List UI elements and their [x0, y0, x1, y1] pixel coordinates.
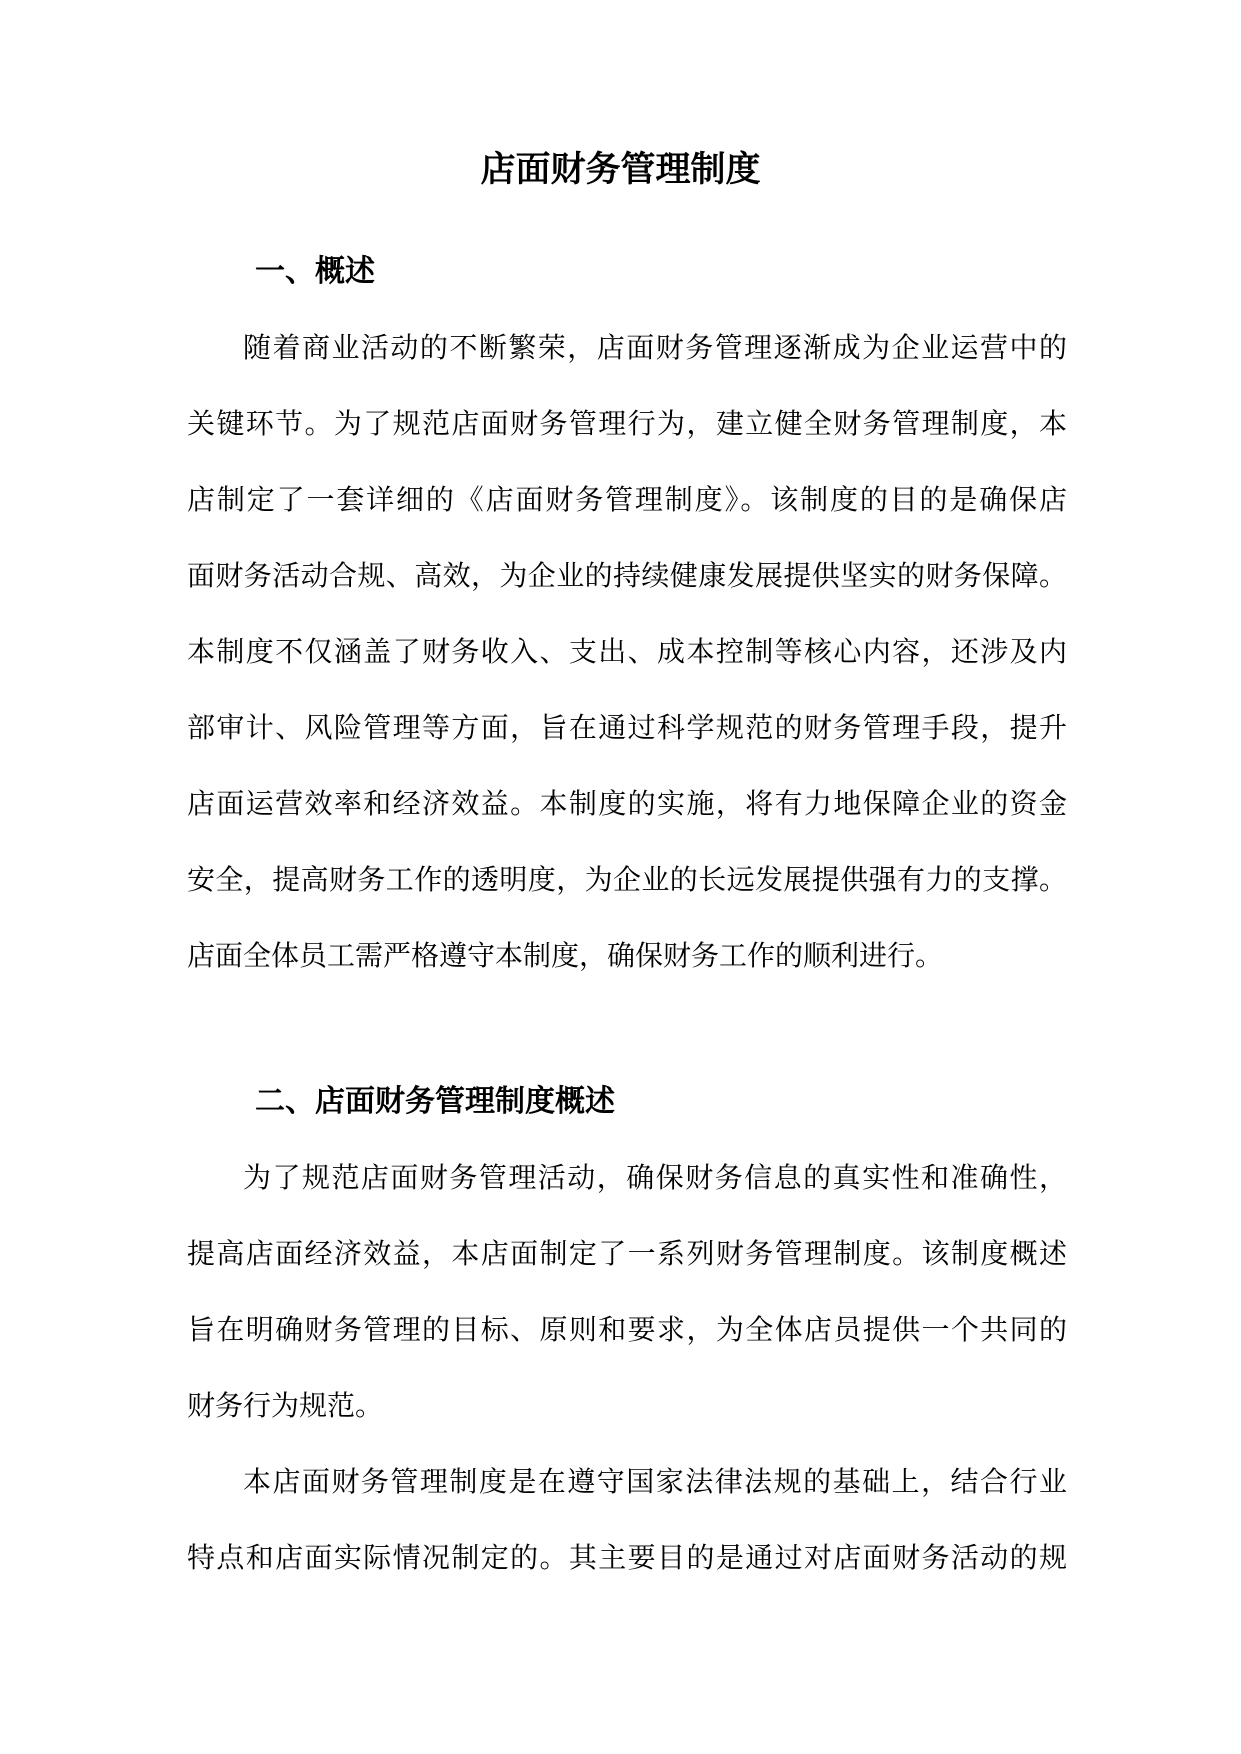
text-line: 旨在明确财务管理的目标、原则和要求，为全体店员提供一个共同的 [187, 1313, 1067, 1346]
text-line: 财务行为规范。 [187, 1389, 384, 1422]
text-line: 关键环节。为了规范店面财务管理行为，建立健全财务管理制度，本 [187, 407, 1067, 440]
section-heading-overview: 一、概述 [255, 254, 375, 289]
paragraph-system-overview-1 [187, 1140, 1067, 1444]
section-heading-system-overview: 二、店面财务管理制度概述 [255, 1084, 615, 1119]
text-line: 特点和店面实际情况制定的。其主要目的是通过对店面财务活动的规 [187, 1541, 1067, 1574]
text-line: 随着商业活动的不断繁荣，店面财务管理逐渐成为企业运营中的 [243, 331, 1067, 364]
text-line: 为了规范店面财务管理活动，确保财务信息的真实性和准确性， [243, 1161, 1067, 1194]
paragraph-overview [187, 310, 1067, 994]
text-line: 店面运营效率和经济效益。本制度的实施，将有力地保障企业的资金 [187, 787, 1067, 820]
text-line: 店面全体员工需严格遵守本制度，确保财务工作的顺利进行。 [187, 939, 944, 972]
text-line: 安全，提高财务工作的透明度，为企业的长远发展提供强有力的支撑。 [187, 863, 1067, 896]
text-line: 提高店面经济效益，本店面制定了一系列财务管理制度。该制度概述 [187, 1237, 1067, 1270]
text-line: 面财务活动合规、高效，为企业的持续健康发展提供坚实的财务保障。 [187, 559, 1067, 592]
text-line: 部审计、风险管理等方面，旨在通过科学规范的财务管理手段，提升 [187, 711, 1067, 744]
text-line: 本店面财务管理制度是在遵守国家法律法规的基础上，结合行业 [243, 1465, 1067, 1498]
text-line: 本制度不仅涵盖了财务收入、支出、成本控制等核心内容，还涉及内 [187, 635, 1067, 668]
document-title: 店面财务管理制度 [480, 150, 761, 190]
text-line: 店制定了一套详细的《店面财务管理制度》。该制度的目的是确保店 [187, 483, 1067, 516]
paragraph-system-overview-2 [187, 1444, 1067, 1596]
